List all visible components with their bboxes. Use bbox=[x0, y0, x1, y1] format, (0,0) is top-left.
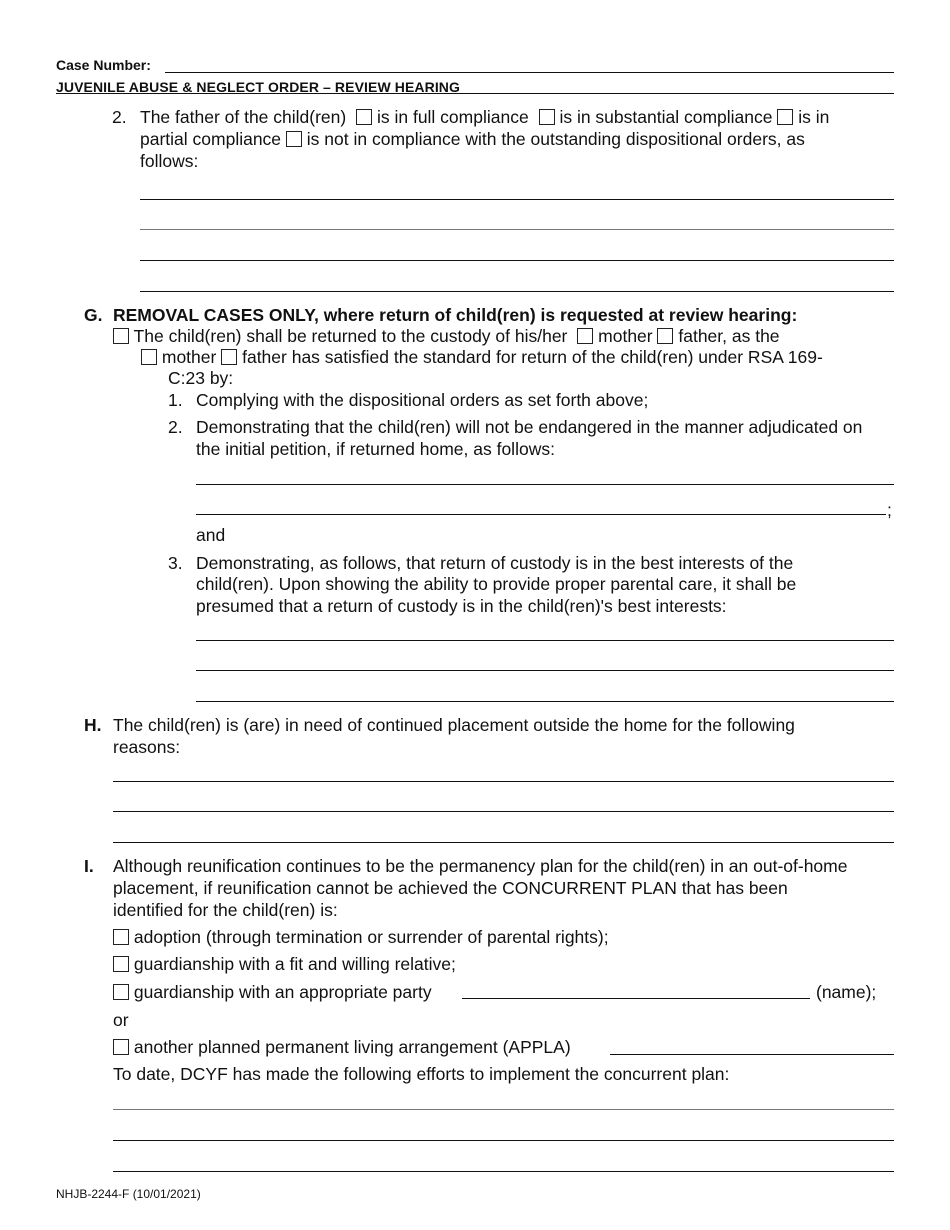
father-not-compliance-checkbox[interactable] bbox=[286, 131, 302, 147]
section-h-text-b: reasons: bbox=[113, 737, 181, 757]
g-item3-answer-line-3[interactable] bbox=[196, 701, 894, 702]
father-answer-line-4[interactable] bbox=[140, 291, 894, 292]
i-option-party bbox=[113, 981, 432, 1003]
g-item1-number: 1. bbox=[168, 390, 183, 410]
father-not-compliance-label: is not in compliance with the outstanding dispositional orders, as bbox=[306, 129, 805, 149]
father-item-number: 2. bbox=[112, 107, 127, 127]
i-party-label: guardianship with an appropriate party bbox=[133, 982, 432, 1002]
father-partial-label-b: partial compliance bbox=[140, 129, 282, 149]
i-party-checkbox[interactable] bbox=[113, 984, 129, 1000]
father-answer-line-1[interactable] bbox=[140, 199, 894, 200]
g-custody-mother-checkbox[interactable] bbox=[577, 328, 593, 344]
case-number-label: Case Number: bbox=[56, 57, 151, 73]
section-i-text-b: placement, if reunification cannot be achieved the CONCURRENT PLAN that has been bbox=[113, 878, 788, 898]
i-party-name-field[interactable] bbox=[462, 998, 810, 999]
i-or: or bbox=[113, 1010, 129, 1030]
g-line2-text: father has satisfied the standard for return of the child(ren) under RSA 169- bbox=[242, 347, 823, 367]
g-custody-mother-label: mother bbox=[598, 326, 653, 346]
g-item3-text-a: Demonstrating, as follows, that return of custody is in the best interests of the bbox=[196, 553, 794, 573]
i-option-relative bbox=[113, 953, 456, 975]
g-item1-text: Complying with the dispositional orders as set forth above; bbox=[196, 390, 649, 410]
g-item2-answer-line-1[interactable] bbox=[196, 484, 894, 485]
section-g-line3: C:23 by: bbox=[168, 368, 234, 388]
i-party-name-suffix: (name); bbox=[816, 982, 877, 1002]
section-g-line1 bbox=[113, 325, 903, 347]
i-option-appla bbox=[113, 1036, 571, 1058]
section-h-text-a: The child(ren) is (are) in need of continued placement outside the home for the following bbox=[113, 715, 795, 735]
father-compliance-line2 bbox=[140, 128, 900, 150]
i-adoption-checkbox[interactable] bbox=[113, 929, 129, 945]
father-answer-line-3[interactable] bbox=[140, 260, 894, 261]
i-efforts-line-3[interactable] bbox=[113, 1171, 894, 1172]
father-answer-line-2[interactable] bbox=[140, 229, 894, 230]
g-custody-father-checkbox[interactable] bbox=[657, 328, 673, 344]
section-i-text-c: identified for the child(ren) is: bbox=[113, 900, 338, 920]
i-efforts-text: To date, DCYF has made the following efforts to implement the concurrent plan: bbox=[113, 1064, 730, 1084]
section-g-line2 bbox=[141, 346, 901, 368]
i-relative-label: guardianship with a fit and willing relative; bbox=[133, 954, 456, 974]
father-follows: follows: bbox=[140, 151, 199, 171]
g-and: and bbox=[196, 525, 226, 545]
h-answer-line-3[interactable] bbox=[113, 842, 894, 843]
i-adoption-label: adoption (through termination or surrender of parental rights); bbox=[133, 927, 609, 947]
i-option-adoption bbox=[113, 926, 609, 948]
g-item2-answer-line-2[interactable] bbox=[196, 514, 886, 515]
g-item3-text-b: child(ren). Upon showing the ability to provide proper parental care, it shall be bbox=[196, 574, 797, 594]
g-item3-text-c: presumed that a return of custody is in the child(ren)'s best interests: bbox=[196, 596, 727, 616]
father-full-compliance-checkbox[interactable] bbox=[356, 109, 372, 125]
h-answer-line-2[interactable] bbox=[113, 811, 894, 812]
i-efforts-line-2[interactable] bbox=[113, 1140, 894, 1141]
g-item3-answer-line-1[interactable] bbox=[196, 640, 894, 641]
form-id-footer: NHJB-2244-F (10/01/2021) bbox=[56, 1187, 201, 1201]
father-substantial-compliance-checkbox[interactable] bbox=[539, 109, 555, 125]
father-partial-compliance-checkbox[interactable] bbox=[777, 109, 793, 125]
g-satisfied-father-checkbox[interactable] bbox=[221, 349, 237, 365]
case-number-field[interactable] bbox=[165, 72, 894, 73]
i-appla-label: another planned permanent living arrangement (APPLA) bbox=[133, 1037, 571, 1057]
g-satisfied-mother-label: mother bbox=[161, 347, 217, 367]
i-efforts-line-1[interactable] bbox=[113, 1109, 894, 1110]
g-item2-text-a: Demonstrating that the child(ren) will not be endangered in the manner adjudicated on bbox=[196, 417, 863, 437]
g-line1-text: The child(ren) shall be returned to the custody of his/her bbox=[133, 326, 568, 346]
father-partial-label-a: is in bbox=[798, 107, 830, 127]
g-custody-father-label: father, as the bbox=[678, 326, 780, 346]
i-relative-checkbox[interactable] bbox=[113, 956, 129, 972]
i-appla-checkbox[interactable] bbox=[113, 1039, 129, 1055]
section-i-text-a: Although reunification continues to be the permanency plan for the child(ren) in an out-of-home bbox=[113, 856, 848, 876]
father-full-compliance-label: is in full compliance bbox=[376, 107, 529, 127]
header-divider bbox=[56, 93, 894, 94]
section-i-letter: I. bbox=[84, 856, 94, 876]
i-appla-field[interactable] bbox=[610, 1054, 894, 1055]
father-compliance-line1 bbox=[140, 106, 900, 128]
section-g-heading: REMOVAL CASES ONLY, where return of child(ren) is requested at review hearing: bbox=[113, 305, 798, 325]
father-intro: The father of the child(ren) bbox=[140, 107, 347, 127]
g-item2-semicolon: ; bbox=[887, 500, 892, 520]
g-item2-text-b: the initial petition, if returned home, as follows: bbox=[196, 439, 555, 459]
form-title: JUVENILE ABUSE & NEGLECT ORDER – REVIEW HEARING bbox=[56, 79, 461, 95]
h-answer-line-1[interactable] bbox=[113, 781, 894, 782]
g-satisfied-mother-checkbox[interactable] bbox=[141, 349, 157, 365]
g-return-checkbox[interactable] bbox=[113, 328, 129, 344]
g-item3-answer-line-2[interactable] bbox=[196, 670, 894, 671]
section-g-letter: G. bbox=[84, 305, 103, 325]
section-h-letter: H. bbox=[84, 715, 102, 735]
father-substantial-compliance-label: is in substantial compliance bbox=[559, 107, 773, 127]
g-item3-number: 3. bbox=[168, 553, 183, 573]
g-item2-number: 2. bbox=[168, 417, 183, 437]
